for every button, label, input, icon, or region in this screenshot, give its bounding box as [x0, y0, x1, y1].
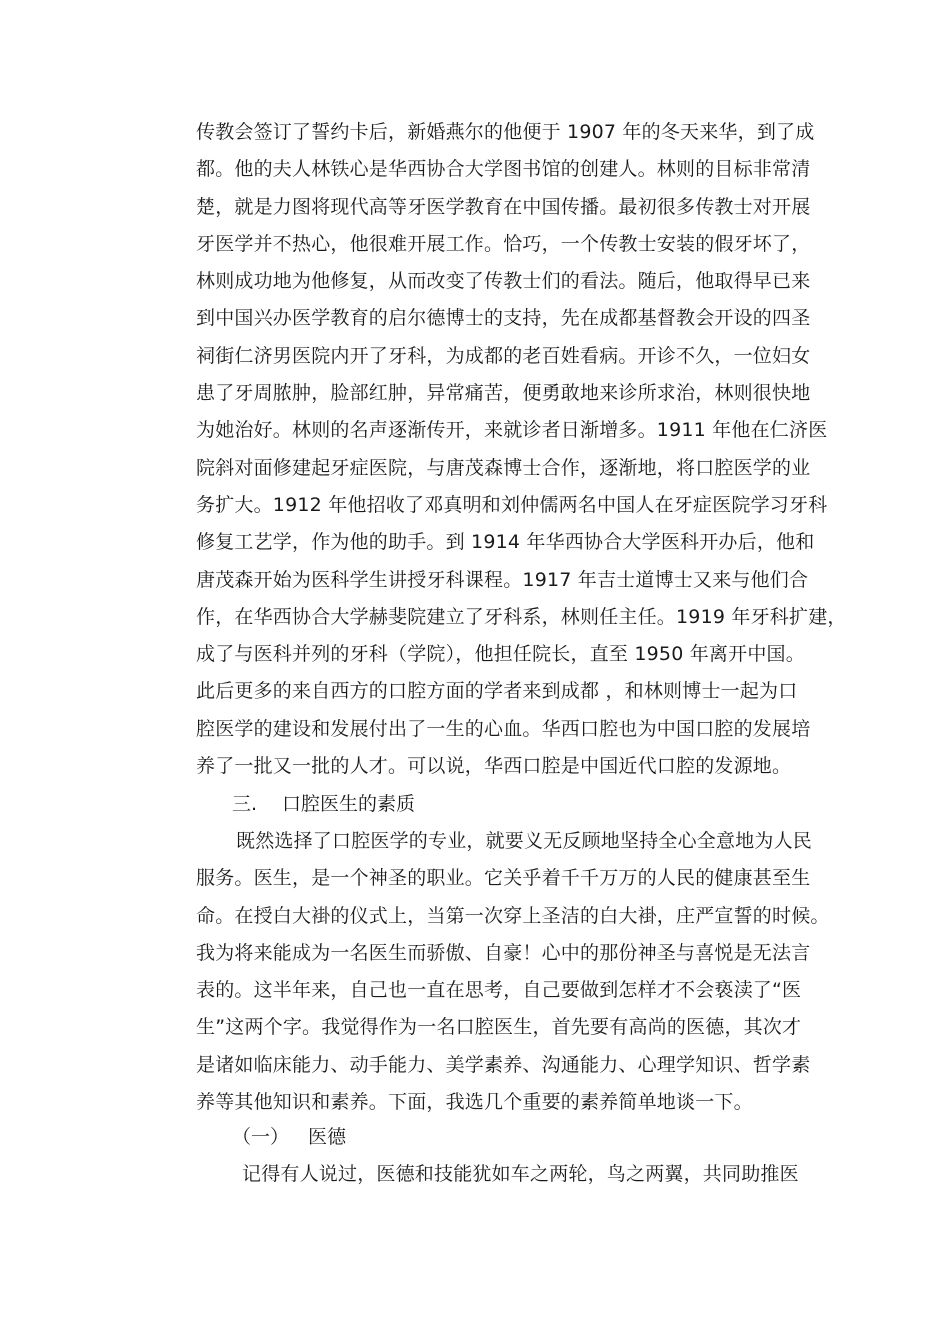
text-line: 服务。医生，是一个神圣的职业。它关乎着千千万万的人民的健康甚至生: [196, 867, 811, 890]
text-line: 牙医学并不热心，他很难开展工作。恰巧，一个传教士安装的假牙坏了，: [196, 232, 811, 255]
text-line: 既然选择了口腔医学的专业，就要义无反顾地坚持全心全意地为人民: [236, 830, 813, 852]
subsection-heading: [232, 1119, 346, 1156]
paragraph-history: [196, 114, 847, 785]
section-title: 口腔医生的素质: [282, 793, 416, 815]
paragraph-ethics: [196, 1156, 816, 1193]
text-line: 养等其他知识和素养。下面，我选几个重要的素养简单地谈一下。: [196, 1091, 753, 1114]
subsection-title: 医德: [308, 1126, 347, 1148]
text-line: 为她治好。林则的名声逐渐传开，来就诊者日渐增多。1911 年他在仁济医: [196, 419, 828, 442]
text-line: 祠街仁济男医院内开了牙科，为成都的老百姓看病。开诊不久，一位妇女: [196, 344, 811, 367]
text-line: 腔医学的建设和发展付出了一生的心血。华西口腔也为中国口腔的发展培: [196, 717, 811, 740]
text-line: 楚，就是力图将现代高等牙医学教育在中国传播。最初很多传教士对开展: [196, 195, 811, 218]
text-line: 修复工艺学，作为他的助手。到 1914 年华西协合大学医科开办后，他和: [196, 531, 815, 554]
text-line: 患了牙周脓肿，脸部红肿，异常痛苦，便勇敢地来诊所求治，林则很快地: [196, 382, 811, 405]
text-line: 都。他的夫人林铁心是华西协合大学图书馆的创建人。林则的目标非常清: [196, 158, 811, 181]
subsection-number: （一）: [232, 1126, 290, 1148]
text-line: 作，在华西协合大学赫斐院建立了牙科系，林则任主任。1919 年牙科扩建，: [196, 605, 847, 628]
text-line: 我为将来能成为一名医生而骄傲、自豪！心中的那份神圣与喜悦是无法言: [196, 941, 811, 964]
text-line: 唐茂森开始为医科学生讲授牙科课程。1917 年吉士道博士又来与他们合: [196, 568, 809, 591]
text-line: 记得有人说过，医德和技能犹如车之两轮，鸟之两翼，共同助推医: [242, 1163, 799, 1185]
text-line: 养了一批又一批的人才。可以说，华西口腔是中国近代口腔的发源地。: [196, 755, 792, 778]
text-line: 此后更多的来自西方的口腔方面的学者来到成都 ，和林则博士一起为口: [196, 680, 798, 703]
text-line: 表的。这半年来，自己也一直在思考，自己要做到怎样才不会亵渎了“医: [196, 979, 802, 1002]
text-line: 是诸如临床能力、动手能力、美学素养、沟通能力、心理学知识、哲学素: [196, 1053, 811, 1076]
text-line: 成了与医科并列的牙科（学院），他担任院长，直至 1950 年离开中国。: [196, 643, 805, 666]
section-number: 三.: [232, 793, 258, 815]
text-line: 传教会签订了誓约卡后，新婚燕尔的他便于 1907 年的冬天来华，到了成: [196, 121, 815, 143]
text-line: 生”这两个字。我觉得作为一名口腔医生，首先要有高尚的医德，其次才: [196, 1016, 802, 1039]
text-line: 命。在授白大褂的仪式上，当第一次穿上圣洁的白大褂，庄严宣誓的时候。: [196, 904, 830, 927]
text-line: 务扩大。1912 年他招收了邓真明和刘仲儒两名中国人在牙症医院学习牙科: [196, 493, 828, 516]
text-line: 院斜对面修建起牙症医院，与唐茂森博士合作，逐渐地，将口腔医学的业: [196, 456, 811, 479]
paragraph-qualities: [196, 823, 830, 1121]
text-line: 林则成功地为他修复，从而改变了传教士们的看法。随后，他取得早已来: [196, 270, 811, 293]
text-line: 到中国兴办医学教育的启尔德博士的支持，先在成都基督教会开设的四圣: [196, 307, 811, 330]
section-heading: [232, 786, 415, 823]
